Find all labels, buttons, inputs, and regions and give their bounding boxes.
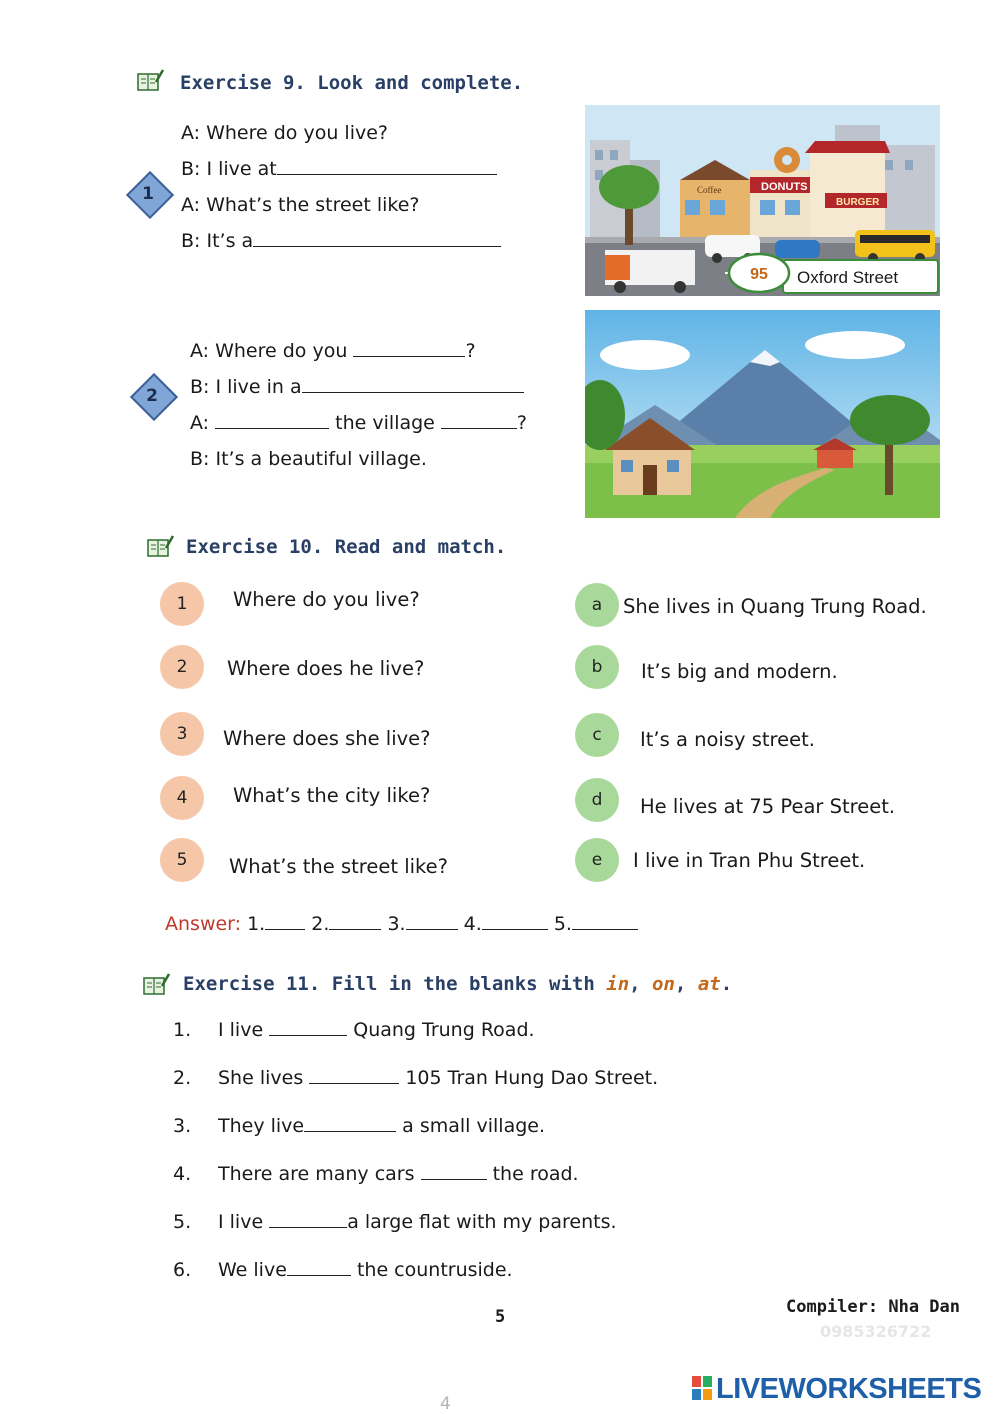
answer-text: It’s a noisy street.: [640, 728, 815, 751]
blank-input[interactable]: [269, 1226, 347, 1228]
village-image: [585, 310, 940, 518]
liveworksheets-brand[interactable]: LIVEWORKSHEETS: [716, 1373, 982, 1405]
question-number-circle: 3: [160, 712, 204, 756]
donuts-sign: DONUTS: [761, 181, 808, 193]
fill-item: 5. I live a large flat with my parents.: [173, 1211, 617, 1233]
item-2-number: 2: [146, 386, 158, 406]
compiler-credit: Compiler: Nha Dan: [786, 1297, 960, 1317]
answer-text: I live in Tran Phu Street.: [633, 849, 866, 872]
fill-item: 3. They live a small village.: [173, 1115, 546, 1137]
book-pencil-icon: [147, 534, 175, 558]
answer-text: He lives at 75 Pear Street.: [640, 795, 896, 818]
liveworksheets-logo-icon: [692, 1376, 712, 1400]
fill-item: 6. We live the countruside.: [173, 1259, 513, 1281]
answer-letter-circle: d: [575, 778, 619, 822]
street-name: Oxford Street: [797, 268, 899, 287]
phone-watermark: 0985326722: [820, 1322, 932, 1341]
fill-item: 2. She lives 105 Tran Hung Dao Street.: [173, 1067, 659, 1089]
ex9-item1-line4: B: It’s a: [181, 230, 501, 252]
question-text: Where does he live?: [227, 657, 425, 680]
ex9-item1-line2: B: I live at: [181, 158, 497, 180]
answer-letter-circle: b: [575, 645, 619, 689]
exercise-9-title: Exercise 9. Look and complete.: [180, 72, 524, 94]
answer-blank[interactable]: [572, 928, 638, 930]
ex9-item1-line1: A: Where do you live?: [181, 122, 388, 144]
answer-blank[interactable]: [329, 928, 381, 930]
answer-line: Answer: 1. 2. 3. 4. 5.: [165, 913, 638, 935]
answer-letter-circle: a: [575, 583, 619, 627]
answer-text: She lives in Quang Trung Road.: [623, 595, 927, 618]
question-number-circle: 5: [160, 838, 204, 882]
book-pencil-icon: [143, 972, 171, 996]
exercise-11-title: Exercise 11. Fill in the blanks with in, on, at.: [183, 973, 733, 995]
ex9-item1-line3: A: What’s the street like?: [181, 194, 420, 216]
fill-item: 1. I live Quang Trung Road.: [173, 1019, 535, 1041]
burger-sign: BURGER: [836, 197, 880, 208]
bottom-page-number: 4: [440, 1394, 451, 1414]
coffee-sign: Coffee: [697, 185, 722, 195]
question-text: What’s the street like?: [229, 855, 449, 878]
answer-blank[interactable]: [265, 928, 305, 930]
blank-input[interactable]: [215, 427, 329, 429]
question-text: Where do you live?: [233, 588, 420, 611]
question-number-circle: 2: [160, 645, 204, 689]
question-text: What’s the city like?: [233, 784, 431, 807]
ex9-item2-line3: A: the village ?: [190, 412, 528, 434]
answer-letter-circle: c: [575, 713, 619, 757]
answer-blank[interactable]: [406, 928, 458, 930]
fill-item: 4. There are many cars the road.: [173, 1163, 579, 1185]
blank-input[interactable]: [421, 1178, 487, 1180]
blank-input[interactable]: [253, 245, 501, 247]
ex9-item2-line4: B: It’s a beautiful village.: [190, 448, 427, 470]
blank-input[interactable]: [441, 427, 517, 429]
house-number: 95: [750, 266, 768, 283]
city-street-image: [585, 105, 940, 296]
blank-input[interactable]: [309, 1082, 399, 1084]
blank-input[interactable]: [269, 1034, 347, 1036]
answer-letter-circle: e: [575, 838, 619, 882]
page-number: 5: [495, 1307, 506, 1327]
blank-input[interactable]: [304, 1130, 396, 1132]
answer-blank[interactable]: [482, 928, 548, 930]
answer-label: Answer:: [165, 913, 242, 935]
item-1-number: 1: [142, 184, 154, 204]
blank-input[interactable]: [353, 355, 465, 357]
question-number-circle: 1: [160, 582, 204, 626]
blank-input[interactable]: [277, 173, 497, 175]
ex9-item2-line1: A: Where do you ?: [190, 340, 476, 362]
answer-text: It’s big and modern.: [641, 660, 838, 683]
ex9-item2-line2: B: I live in a: [190, 376, 524, 398]
exercise-10-title: Exercise 10. Read and match.: [186, 536, 507, 558]
question-text: Where does she live?: [223, 727, 431, 750]
blank-input[interactable]: [287, 1274, 351, 1276]
blank-input[interactable]: [302, 391, 524, 393]
question-number-circle: 4: [160, 776, 204, 820]
book-pencil-icon: [137, 68, 165, 92]
